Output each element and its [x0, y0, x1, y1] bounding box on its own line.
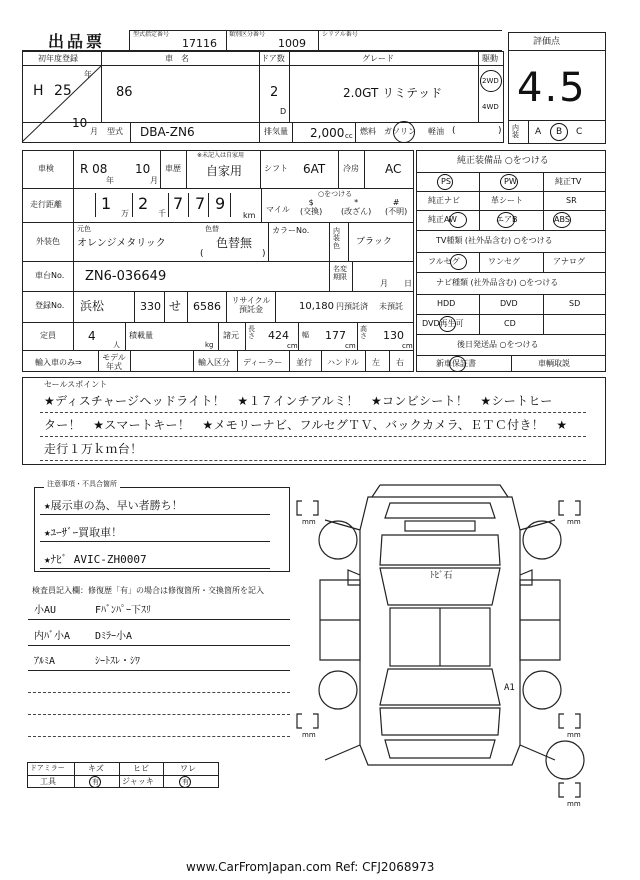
- name-change-day: 日: [404, 279, 412, 288]
- import-label: 輸入車のみ⇒: [35, 358, 82, 367]
- shift-label: シフト: [264, 164, 288, 173]
- equip-leather: 革シート: [491, 196, 523, 205]
- color-paren-close: ): [262, 249, 266, 259]
- equip-sr: SR: [566, 196, 577, 205]
- inspector-r2-a: 内ﾊﾞ小A: [34, 631, 71, 642]
- capacity-label: 定員: [40, 331, 56, 340]
- drive-4wd: 4WD: [482, 103, 499, 111]
- equip-aw: 純正AW: [428, 215, 457, 224]
- equip-tv: 純正TV: [555, 177, 582, 186]
- fuel-gasoline: ガソリン: [384, 127, 416, 136]
- category-value: 1009: [278, 37, 306, 50]
- tv-header: TV種類 (社外品含む) ○をつける: [436, 236, 553, 245]
- width-label: 幅: [302, 331, 309, 339]
- later-warranty-circle: [449, 356, 466, 372]
- width-unit: cm: [345, 342, 356, 350]
- equip-airbag: エアB: [496, 215, 518, 224]
- notes-line-2: ★ﾕｰｻﾞｰ買取車！: [44, 526, 123, 539]
- notes-line-3: ★ﾅﾋﾞ AVIC-ZH0007: [44, 553, 147, 566]
- length-unit: cm: [287, 342, 298, 350]
- mileage-opt-mile: マイル: [266, 205, 290, 214]
- score-value: 4.5: [517, 65, 587, 111]
- height-label: 高さ: [360, 325, 367, 341]
- doors-label: ドア数: [261, 54, 285, 63]
- equip-pw-circle: [500, 174, 518, 190]
- serial-label: シリアル番号: [322, 31, 358, 38]
- later-warranty: 新車保証書: [436, 359, 476, 368]
- grade-label: グレード: [362, 54, 394, 63]
- month-unit: 月: [90, 127, 98, 136]
- fuel-diesel: 軽油: [428, 127, 444, 136]
- tv-fullseg: フルセグ: [428, 257, 460, 266]
- inspection-year-unit: 年: [106, 176, 114, 185]
- size-label: 諸元: [223, 331, 239, 340]
- ac-value: AC: [385, 162, 402, 176]
- chassis-value: ZN6-036649: [85, 269, 167, 284]
- inspection-month: 10: [135, 162, 151, 176]
- later-header: 後日発送品 ○をつける: [457, 340, 539, 349]
- drive-2wd-circle: [480, 70, 502, 92]
- sales-line-2: ター！ ★スマートキー！ ★メモリーナビ、フルセグＴＶ、バックカメラ、ＥＴＣ付き！ ★: [44, 418, 568, 432]
- usage-label: 車歴: [165, 164, 181, 173]
- mileage-label: 走行距離: [30, 200, 62, 209]
- drive-2wd: 2WD: [482, 77, 499, 85]
- sales-line-1: ★ディスチャージヘッドライト！ ★１７インチアルミ！ ★コンビシート！ ★シートヒー: [44, 394, 553, 408]
- displacement-label: 排気量: [264, 127, 288, 136]
- displacement-value: 2,000: [310, 126, 345, 140]
- model-year-label: モデル年式: [102, 353, 126, 371]
- equip-ps-circle: [437, 174, 453, 190]
- reg-kana: せ: [169, 299, 182, 313]
- color-paren-open: (: [200, 249, 204, 259]
- nav-dvd-play: DVD再生可: [422, 319, 464, 328]
- tyre-fr-unit: mm: [567, 518, 581, 526]
- load-label: 積載量: [129, 331, 153, 340]
- score-label: 評価点: [533, 37, 561, 47]
- legend-jack-yes-circle: [179, 776, 191, 788]
- inspection-month-unit: 月: [150, 176, 158, 185]
- year-unit: 年: [84, 70, 92, 79]
- inspector-r2-b: Dﾐﾗｰ小A: [95, 631, 133, 642]
- equip-aw-circle: [449, 212, 467, 228]
- reg-area: 浜松: [80, 299, 105, 313]
- mileage-digit-4: 7: [195, 194, 206, 213]
- inspector-r1-a: 小AU: [34, 605, 57, 616]
- nav-dvd: DVD: [500, 299, 518, 308]
- first-reg-era: H: [33, 83, 44, 99]
- drive-label: 駆動: [482, 54, 498, 63]
- grade-value: 2.0GT リミテッド: [343, 86, 443, 100]
- tyre-rr-unit: mm: [567, 731, 581, 739]
- notes-line-1: ★展示車の為、早い者勝ち！: [44, 499, 183, 512]
- capacity-unit: 人: [113, 341, 120, 349]
- sales-label: セールスポイント: [44, 380, 108, 389]
- tyre-rl-unit: mm: [302, 731, 316, 739]
- legend-tools-yes-circle: [89, 776, 101, 788]
- tyre-fl-unit: mm: [302, 518, 316, 526]
- mileage-digit-2: 2: [138, 194, 149, 213]
- inspection-era: R 08: [80, 162, 108, 176]
- first-reg-year: 25: [54, 83, 72, 99]
- windshield-note: ﾄﾋﾞ石: [430, 571, 453, 581]
- recycle-value: 10,180: [299, 301, 334, 312]
- reg-no-label: 登録No.: [35, 301, 65, 310]
- height-unit: cm: [402, 342, 413, 350]
- reg-number: 6586: [193, 300, 221, 313]
- sales-line-3: 走行１万ｋｍ台！: [44, 442, 143, 456]
- displacement-unit: cc: [345, 132, 353, 140]
- fuel-label: 燃料: [360, 127, 376, 136]
- legend-crack: ヒビ: [133, 764, 149, 773]
- fuel-other-close: ): [498, 126, 502, 136]
- height-value: 130: [383, 329, 404, 342]
- mileage-unit-km: km: [243, 211, 256, 220]
- ac-label: 冷房: [343, 164, 359, 173]
- color-label: 外装色: [36, 237, 60, 246]
- recycle-unpaid: 未預託: [379, 302, 403, 311]
- model-approval-value: 17116: [182, 37, 217, 50]
- mileage-opt-unknown: # (不明): [385, 198, 408, 216]
- legend-scratch: キズ: [88, 764, 104, 773]
- load-unit: kg: [205, 341, 214, 349]
- usage-value: 自家用: [206, 164, 243, 178]
- recycle-label: リサイクル預託金: [231, 296, 271, 315]
- equip-factory-header: 純正装備品 ○をつける: [457, 156, 549, 166]
- color-original: オレンジメタリック: [77, 238, 166, 249]
- nav-sd: SD: [569, 299, 581, 308]
- interior-a: A: [535, 127, 542, 137]
- doors-suffix: D: [280, 107, 287, 116]
- handle-left: 左: [372, 358, 380, 367]
- nav-header: ナビ種類 (社外品含む) ○をつける: [436, 278, 559, 287]
- interior-label: 内装: [512, 124, 519, 139]
- capacity-value: 4: [88, 329, 96, 343]
- mileage-opt-tamper: * (改ざん): [341, 198, 372, 216]
- notes-label: 注意事項・不具合箇所: [44, 481, 120, 488]
- mileage-digit-5: 9: [215, 194, 226, 213]
- interior-c: C: [576, 127, 583, 137]
- equip-abs: ABS: [554, 215, 570, 224]
- doors-value: 2: [270, 85, 279, 100]
- tv-fullseg-circle: [450, 254, 467, 270]
- usage-note: ※未記入は自家用: [197, 152, 245, 159]
- footer-ref: www.CarFromJapan.com Ref: CFJ2068973: [186, 860, 435, 874]
- equip-navi: 純正ナビ: [428, 196, 460, 205]
- legend-tools: 工具: [40, 777, 56, 786]
- reg-class: 330: [140, 300, 161, 313]
- nav-hdd: HDD: [437, 299, 456, 308]
- dealer-label: ディーラー: [243, 358, 283, 367]
- legend-break: ワレ: [180, 764, 196, 773]
- parallel-label: 並行: [296, 358, 312, 367]
- color-current-label: 色替: [205, 225, 219, 233]
- first-reg-month: 10: [72, 116, 88, 130]
- inspector-r3-b: ｼｰﾄｽﾚ・ｼﾜ: [95, 656, 140, 667]
- equip-airbag-circle: [497, 212, 515, 228]
- mileage-check-label: ○をつける: [318, 190, 353, 198]
- model-code-value: DBA-ZN6: [140, 125, 195, 139]
- nav-cd: CD: [504, 319, 516, 328]
- handle-label: ハンドル: [327, 358, 359, 367]
- interior-color-label: 内装色: [333, 227, 340, 250]
- name-change-label: 名変期限: [333, 265, 347, 281]
- mileage-unit-sen: 千: [158, 209, 166, 218]
- tyre-spare-unit: mm: [567, 800, 581, 808]
- category-label: 類別区分番号: [229, 31, 266, 38]
- mileage-unit-man: 万: [121, 209, 129, 218]
- page-title: 出品票: [48, 32, 106, 51]
- model-approval-label: 型式指定番号: [133, 31, 170, 38]
- recycle-status: 円預託済: [336, 302, 368, 311]
- nav-dvd-play-circle: [439, 316, 456, 332]
- length-label: 長さ: [248, 325, 255, 341]
- import-class-label: 輸入区分: [198, 358, 230, 367]
- shift-value: 6AT: [303, 162, 326, 176]
- fuel-other-open: (: [452, 126, 456, 136]
- color-no-label: カラーNo.: [272, 226, 310, 235]
- width-value: 177: [325, 329, 346, 342]
- color-changed: 色替無: [216, 236, 253, 250]
- handle-right: 右: [396, 358, 404, 367]
- model-code-label: 型式: [107, 127, 123, 136]
- interior-color-value: ブラック: [356, 237, 392, 247]
- equip-pw: PW: [504, 177, 517, 186]
- rear-mark: A1: [504, 683, 515, 693]
- length-value: 424: [268, 329, 289, 342]
- legend-door-mirror: ドアミラー: [30, 764, 65, 772]
- mileage-digit-3: 7: [173, 194, 184, 213]
- fuel-gasoline-circle: [393, 121, 415, 143]
- tv-analog: アナログ: [553, 257, 585, 266]
- chassis-label: 車台No.: [35, 271, 65, 280]
- car-name-label: 車 名: [165, 54, 189, 63]
- car-name-value: 86: [116, 85, 133, 100]
- first-reg-label: 初年度登録: [38, 54, 78, 63]
- legend-tools-yes: 有: [92, 778, 99, 786]
- inspection-label: 車検: [38, 164, 54, 173]
- inspector-label: 検査員記入欄：修復歴「有」の場合は修復箇所・交換箇所を記入: [32, 586, 264, 595]
- color-original-label: 元色: [77, 225, 91, 233]
- mileage-digit-1: 1: [101, 194, 112, 213]
- later-manual: 車輌取説: [538, 359, 570, 368]
- mileage-opt-exchange: $ (交換): [300, 198, 323, 216]
- equip-ps: PS: [441, 177, 451, 186]
- tv-oneseg: ワンセグ: [488, 257, 520, 266]
- inspector-r3-a: ｱﾙﾐA: [34, 656, 56, 667]
- name-change-month: 月: [380, 279, 388, 288]
- inspector-r1-b: Fﾊﾞﾝﾊﾟｰ下ｽﾘ: [95, 605, 152, 616]
- equip-abs-circle: [553, 212, 571, 228]
- legend-jack: ジャッキ: [122, 777, 154, 786]
- legend-jack-yes: 有: [182, 778, 189, 786]
- interior-b: B: [556, 127, 563, 137]
